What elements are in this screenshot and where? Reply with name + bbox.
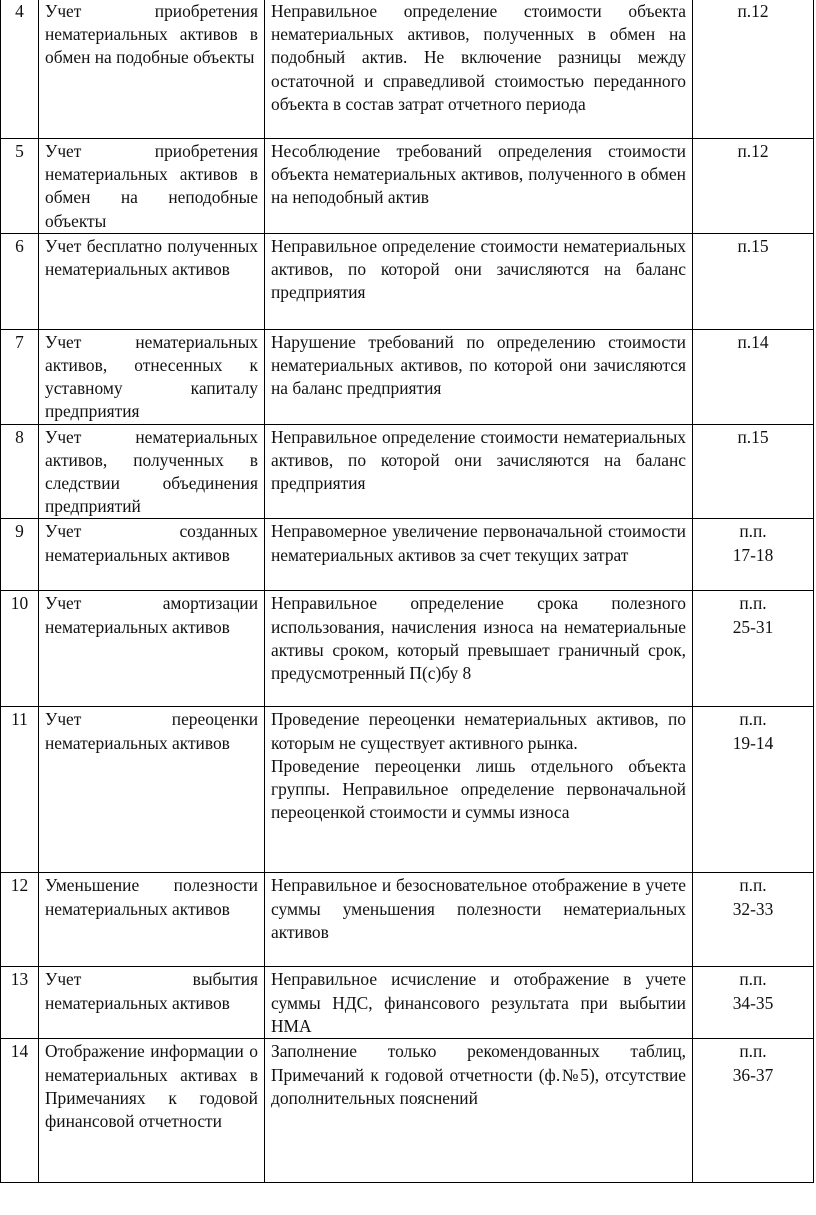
typical-error: Несоблюдение требований определения стоимости объекта нематериальных активов, полученного в обмен на неподобный актив — [265, 139, 693, 234]
accounting-object: Учет приобретения нематериальных активов в обмен на подобные объекты — [39, 0, 265, 139]
accounting-object: Учет нематериальных активов, отнесенных к уставному капиталу предприятия — [39, 329, 265, 424]
accounting-object: Отображение информации о нематериальных активах в Примечаниях к годовой финансовой отчетности — [39, 1039, 265, 1183]
row-number: 10 — [1, 591, 39, 707]
typical-error: Неправильное и безосновательное отображение в учете суммы уменьшения полезности нематериальных активов — [265, 873, 693, 967]
row-number: 4 — [1, 0, 39, 139]
row-number: 13 — [1, 967, 39, 1039]
standard-reference: п.п. 19-14 — [693, 707, 814, 873]
table-row — [1, 329, 814, 424]
row-number: 6 — [1, 233, 39, 329]
table-row — [1, 519, 814, 591]
typical-error: Неправильное определение стоимости нематериальных активов, по которой они зачисляются на баланс предприятия — [265, 424, 693, 519]
accounting-object: Учет приобретения нематериальных активов в обмен на неподобные объекты — [39, 139, 265, 234]
typical-error: Неправильное определение срока полезного использования, начисления износа на нематериальные активы сроком, который превышает граничный срок, предусмотренный П(с)бу 8 — [265, 591, 693, 707]
table-row — [1, 707, 814, 873]
row-number: 7 — [1, 329, 39, 424]
table-row — [1, 424, 814, 519]
accounting-object: Учет амортизации нематериальных активов — [39, 591, 265, 707]
table-row — [1, 873, 814, 967]
standard-reference: п.п. 34-35 — [693, 967, 814, 1039]
accounting-object: Учет созданных нематериальных активов — [39, 519, 265, 591]
table-row — [1, 0, 814, 139]
row-number: 12 — [1, 873, 39, 967]
standard-reference: п.п. 36-37 — [693, 1039, 814, 1183]
row-number: 5 — [1, 139, 39, 234]
standard-reference: п.12 — [693, 0, 814, 139]
row-number: 11 — [1, 707, 39, 873]
accounting-object: Учет бесплатно полученных нематериальных активов — [39, 233, 265, 329]
table-row — [1, 1039, 814, 1183]
typical-error: Заполнение только рекомендованных таблиц, Примечаний к годовой отчетности (ф.№5), отсутствие дополнительных пояснений — [265, 1039, 693, 1183]
standard-reference: п.п. 32-33 — [693, 873, 814, 967]
standard-reference: п.14 — [693, 329, 814, 424]
standard-reference: п.п. 25-31 — [693, 591, 814, 707]
typical-error: Неправильное определение стоимости объекта нематериальных активов, полученных в обмен на подобный актив. Не включение разницы между остаточной и справедливой стоимостью переданного объекта в состав затрат отчетного периода — [265, 0, 693, 139]
table-row — [1, 967, 814, 1039]
accounting-object: Учет переоценки нематериальных активов — [39, 707, 265, 873]
typical-error: Неправильное определение стоимости нематериальных активов, по которой они зачисляются на баланс предприятия — [265, 233, 693, 329]
typical-error: Неправильное исчисление и отображение в учете суммы НДС, финансового результата при выбытии НМА — [265, 967, 693, 1039]
accounting-object: Учет нематериальных активов, полученных в следствии объединения предприятий — [39, 424, 265, 519]
row-number: 14 — [1, 1039, 39, 1183]
standard-reference: п.п. 17-18 — [693, 519, 814, 591]
table-row — [1, 591, 814, 707]
standard-reference: п.15 — [693, 233, 814, 329]
standard-reference: п.12 — [693, 139, 814, 234]
typical-error: Неправомерное увеличение первоначальной стоимости нематериальных активов за счет текущих затрат — [265, 519, 693, 591]
typical-error: Нарушение требований по определению стоимости нематериальных активов, по которой они зачисляются на баланс предприятия — [265, 329, 693, 424]
row-number: 8 — [1, 424, 39, 519]
row-number: 9 — [1, 519, 39, 591]
typical-error: Проведение переоценки нематериальных активов, по которым не существует активного рынка. Проведение переоценки лишь отдельного объекта группы. Неправильное определение первоначальной переоценкой стоимости и суммы износа — [265, 707, 693, 873]
standard-reference: п.15 — [693, 424, 814, 519]
table-row — [1, 139, 814, 234]
accounting-object: Уменьшение полезности нематериальных активов — [39, 873, 265, 967]
accounting-object: Учет выбытия нематериальных активов — [39, 967, 265, 1039]
table-row — [1, 233, 814, 329]
